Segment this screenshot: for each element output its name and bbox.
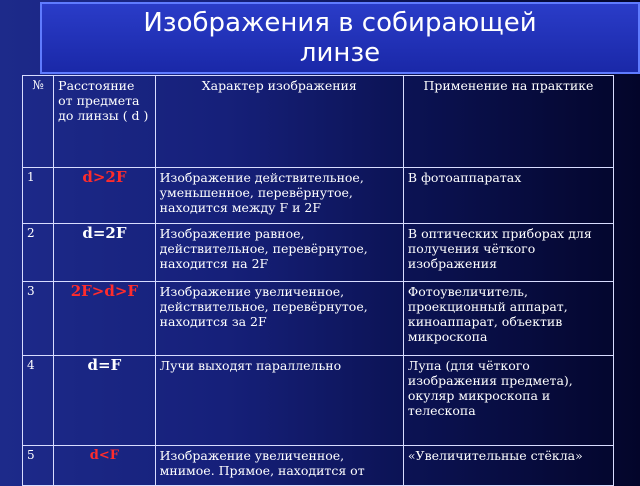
table-row [23,168,614,224]
row-application: Лупа (для чёткого изображения предмета), окуляр микроскопа и телескопа [403,356,613,446]
row-distance: 2F>d>F [54,282,156,356]
row-application: В оптических приборах для получения чёткого изображения [403,224,613,282]
row-num: 3 [23,282,54,356]
slide-title-text: Изображения в собирающей линзе [143,8,537,68]
row-distance: d>2F [54,168,156,224]
row-distance: d=F [54,356,156,446]
table-row [23,356,614,446]
header-application: Применение на практике [403,76,613,168]
row-character: Изображение увеличенное, мнимое. Прямое, находится от [155,446,403,486]
row-character: Изображение действительное, уменьшенное, перевёрнутое, находится между F и 2F [155,168,403,224]
slide-title [40,2,640,74]
table-row [23,282,614,356]
lens-images-table [22,75,614,486]
row-character: Изображение равное, действительное, перевёрнутое, находится на 2F [155,224,403,282]
row-application: «Увеличительные стёкла» [403,446,613,486]
row-character: Изображение увеличенное, действительное, перевёрнутое, находится за 2F [155,282,403,356]
row-application: В фотоаппаратах [403,168,613,224]
row-num: 5 [23,446,54,486]
header-num: № [23,76,54,168]
table-row [23,224,614,282]
table-header-row [23,76,614,168]
row-num: 2 [23,224,54,282]
row-application: Фотоувеличитель, проекционный аппарат, киноаппарат, объектив микроскопа [403,282,613,356]
row-distance: d<F [54,446,156,486]
row-num: 1 [23,168,54,224]
header-distance: Расстояние от предмета до линзы ( d ) [54,76,156,168]
header-character: Характер изображения [155,76,403,168]
row-distance: d=2F [54,224,156,282]
row-character: Лучи выходят параллельно [155,356,403,446]
row-num: 4 [23,356,54,446]
